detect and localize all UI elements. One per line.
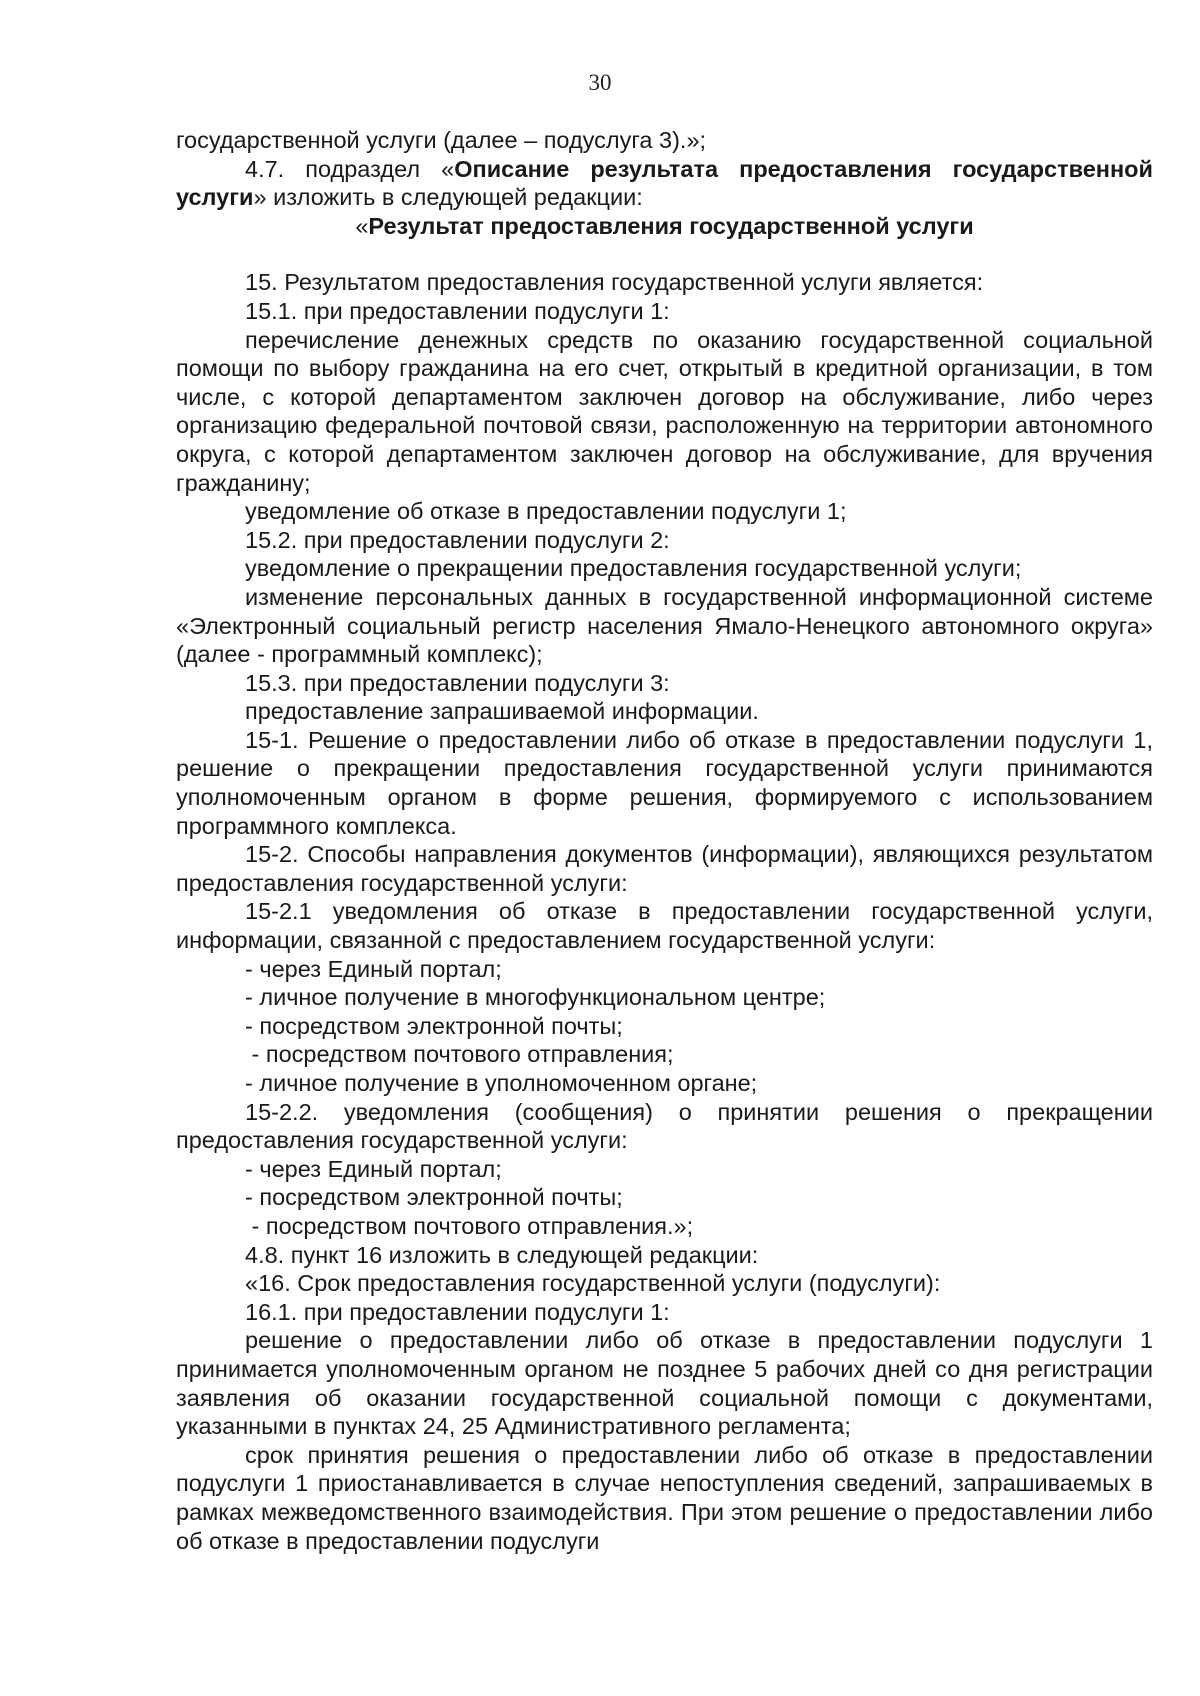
paragraph-section-4-7: 4.7. подраздел «Описание результата предоставления государственной услуги» изложить в следующей редакции: [176,155,1153,211]
paragraph: 15. Результатом предоставления государственной услуги является: [245,269,984,296]
list-item: - посредством электронной почты; [245,1012,623,1039]
list-item: - посредством почтового отправления; [245,1041,674,1068]
spacer [176,240,1153,268]
paragraph: изменение персональных данных в государственной информационной системе «Электронный социальный регистр населения Ямало-Ненецкого автономного округа» (далее - программный комплекс); [176,583,1153,668]
document-body [176,126,1153,1555]
paragraph: 15.1. при предоставлении подуслуги 1: [245,297,670,324]
list-item: - посредством почтового отправления.»; [245,1212,694,1239]
paragraph: перечисление денежных средств по оказанию государственной социальной помощи по выбору гражданина на его счет, открытый в кредитной организации, в том числе, с которой департаментом заключен договор на обслуживание, либо через организацию федеральной почтовой связи, расположенную на территории автономного округа, с которой департаментом заключен договор на обслуживание, для вручения гражданину; [176,326,1153,496]
paragraph: предоставление запрашиваемой информации. [245,698,759,725]
paragraph: 15-2. Способы направления документов (информации), являющихся результатом предоставления государственной услуги: [176,841,1153,896]
list-item: - посредством электронной почты; [245,1184,623,1211]
bold-subsection-title: Описание результата предоставления государственной услуги [176,155,1153,211]
paragraph: 15.2. при предоставлении подуслуги 2: [245,526,670,553]
paragraph: срок принятия решения о предоставлении либо об отказе в предоставлении подуслуги 1 приостанавливается в случае непоступления сведений, запрашиваемых в рамках межведомственного взаимодействия. При этом решение о предоставлении либо об отказе в предоставлении подуслуги [176,1441,1153,1554]
list-item: - через Единый портал; [245,1155,502,1182]
paragraph: «16. Срок предоставления государственной услуги (подуслуги): [245,1270,941,1297]
paragraph: решение о предоставлении либо об отказе в предоставлении подуслуги 1 принимается уполномоченным органом не позднее 5 рабочих дней со дня регистрации заявления об оказании государственной социальной помощи с документами, указанными в пунктах 24, 25 Административного регламента; [176,1327,1153,1440]
paragraph: 15.3. при предоставлении подуслуги 3: [245,669,670,696]
paragraph: 15-2.1 уведомления об отказе в предоставлении государственной услуги, информации, связанной с предоставлением государственной услуги: [176,898,1153,954]
paragraph: 15-2.2. уведомления (сообщения) о принятии решения о прекращении предоставления государственной услуги: [176,1098,1153,1154]
list-item: - личное получение в многофункциональном центре; [245,984,826,1011]
page-number: 30 [588,70,612,95]
list-item: - личное получение в уполномоченном органе; [245,1070,758,1096]
paragraph: 16.1. при предоставлении подуслуги 1: [245,1298,670,1325]
paragraph: государственной услуги (далее – подуслуга 3).»; [176,127,707,153]
paragraph: уведомление об отказе в предоставлении подуслуги 1; [245,498,847,525]
section-heading: «Результат предоставления государственной услуги [355,212,974,239]
paragraph: уведомление о прекращении предоставления государственной услуги; [245,555,1022,582]
paragraph: 4.8. пункт 16 изложить в следующей редакции: [245,1241,759,1268]
paragraph: 15-1. Решение о предоставлении либо об отказе в предоставлении подуслуги 1, решение о прекращении предоставления государственной услуги принимаются уполномоченным органом в форме решения, формируемого с использованием программного комплекса. [176,726,1153,839]
list-item: - через Единый портал; [245,955,502,982]
